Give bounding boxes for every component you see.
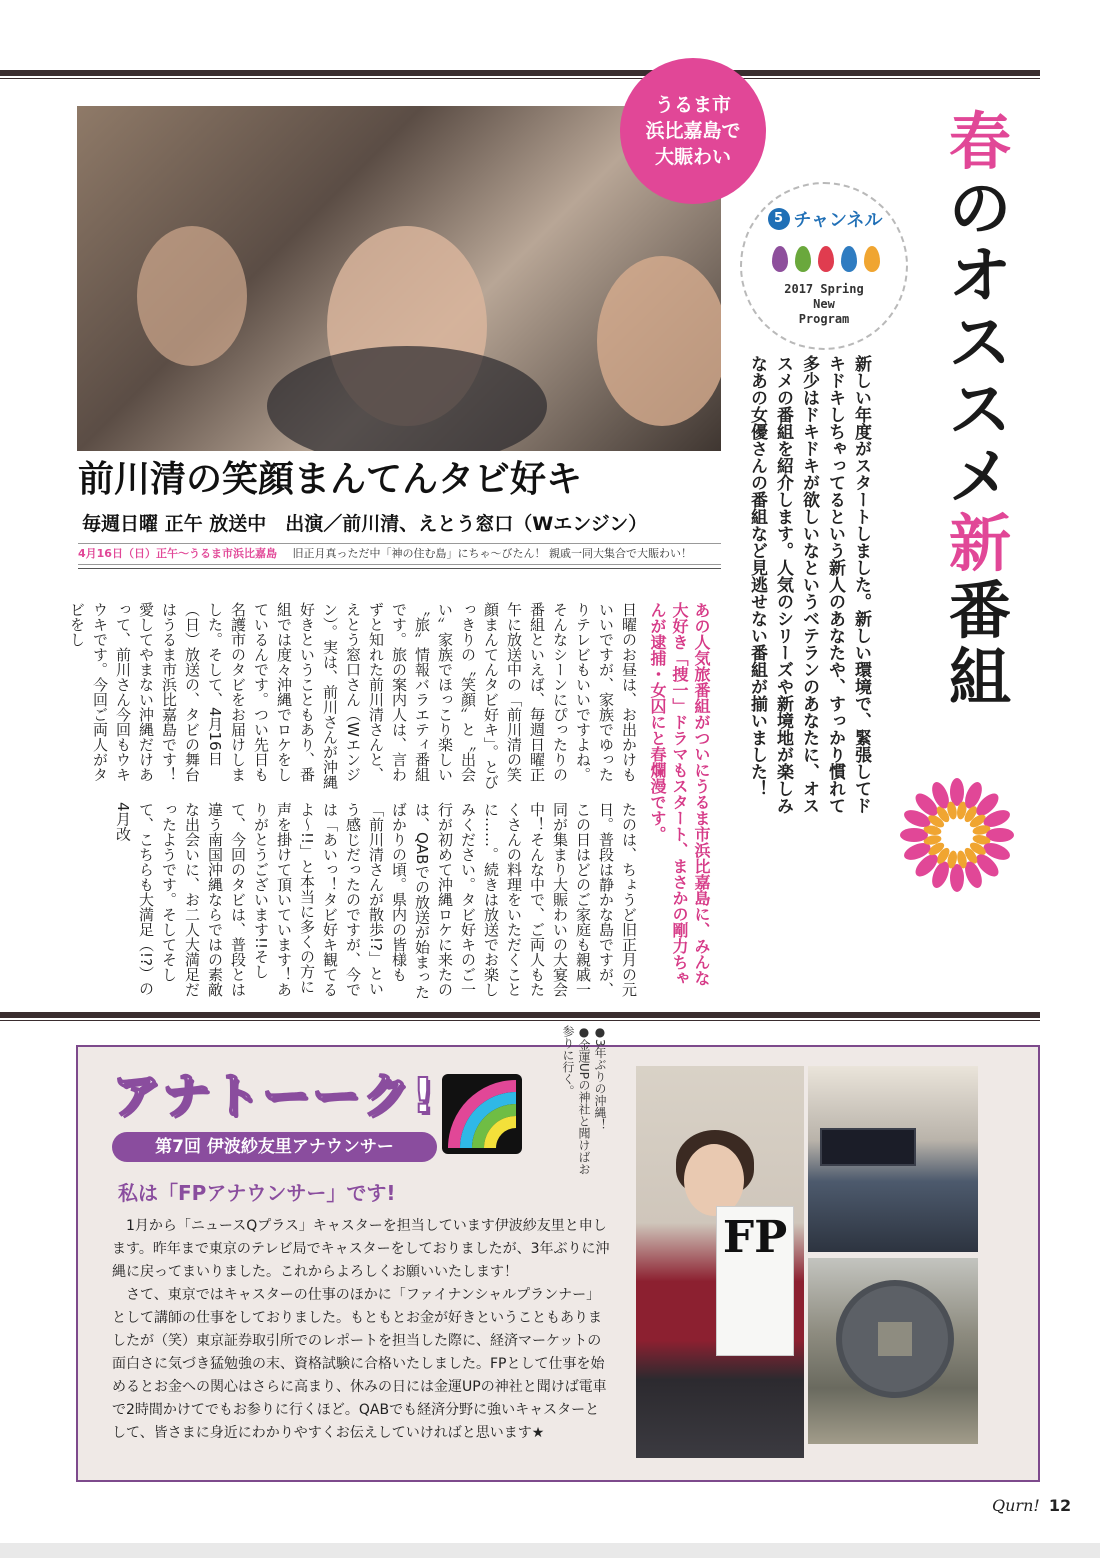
caption-line-2: ●金運UPの神社と聞けばお参りに行く。 [561,1025,591,1176]
fp-card: FP [716,1206,794,1356]
flower-petal [950,778,964,806]
drop-icon [772,246,788,272]
drop-icon [795,246,811,272]
drop-icon [864,246,880,272]
coin-monument-photo [808,1258,978,1444]
top-rule [0,70,1040,76]
magazine-brand: Qurn! [992,1496,1040,1515]
program-line-3: Program [798,312,850,326]
photo-caption [560,1025,608,1185]
show-title: 前川清の笑顔まんてんタビ好キ [78,459,583,500]
badge-line-3: 大賑わい [654,146,731,168]
title-char: メ [948,440,1011,513]
title-char: オ [948,239,1011,312]
channel-logo-mark: 5 [768,208,790,230]
announcer-photo [636,1066,804,1458]
intro-text: 新しい年度がスタートしました。新しい環境で、緊張してドキドキしちゃってるという新人のあなたや、すっかり慣れて多少はドキドキが欲しいなというベテランのあなたに、オススメの番組を紹介します。人気のシリーズや新境地が楽しみなあの女優さんの番組など見逃せない番組が揃いました！ [747,355,871,814]
program-line-2: New [813,297,835,311]
channel-logo-text: チャンネル [793,210,883,231]
title-char: の [948,172,1011,245]
channel-badge [740,182,908,350]
broadcast-date: 4月16日（日）正午～うるま市浜比嘉島 [78,547,277,560]
channel-drops [772,246,880,276]
channel-logo [760,206,890,232]
stock-exchange-photo [808,1066,978,1252]
flower-petal [986,828,1014,842]
program-label [742,282,906,327]
location-badge [620,58,766,204]
flower-icon [900,778,1014,892]
article-column-1: 日曜のお昼は、お出かけもいいですが、家族でゆったりテレビもいいですよね。そんなシーンにぴったりの番組といえば、毎週日曜正午に放送中の「前川清の笑顔まんてんタビ好キ」。とびっきりの〝笑顔〟と〝出会い〟家族でほっこり楽しい〝旅〟情報バラエティ番組です。旅の案内人は、言わずと知れた前川清さんと、えとう窓口さん（Wエンジン）。実は、前川さんが沖縄好きということもあり、番組では度々沖縄でロケをしているんです。つい先日も名護市のタビをお届けしました。そして、4月16日（日）放送の、タビの舞台はうるま市浜比嘉島です！愛してやまない沖縄だけあって、前川さん今回もウキウキです。今回ご両人がタビをし [68,602,638,790]
page-footer [992,1496,1071,1516]
section-rule [0,1012,1040,1018]
ana-talk-body [112,1215,612,1445]
rainbow-icon [442,1074,522,1154]
drop-icon [818,246,834,272]
badge-line-2: 浜比嘉島で [645,120,741,142]
title-char: 組 [948,641,1011,714]
title-char: 新 [948,507,1011,580]
broadcast-date-bar [78,543,721,565]
page-number: 12 [1048,1496,1072,1515]
badge-line-1: うるま市 [654,94,731,116]
title-char: ス [948,306,1011,379]
flower-petal [950,864,964,892]
article-column-2: たのは、ちょうど旧正月の元日。普段は静かな島ですが、この日はどのご家庭も親戚一同が集まり大賑わいの大宴会中！そんな中で、ご両人もたくさんの料理をいただくことに……。続きは放送でお楽しみください。タビ好キのご一行が初めて沖縄ロケに来たのは、QABでの放送が始まったばかりの頃。県内の皆様も「前川清さんが散歩!?」という感じだったのですが、今では「あいっ！タビ好キ観てるよ～!!」と本当に多くの方に声を掛けて頂いています！ありがとうございます!!そして、今回のタビは、普段とは違う南国沖縄ならではの素敵な出会いに、お二人大満足だったようです。そしてそして、こちらも大満足（!?）の4月改 [114,802,638,1000]
caption-line-1: ●3年ぶりの沖縄！ [593,1025,607,1131]
bottom-band [0,1543,1100,1558]
program-line-1: 2017 Spring [784,282,864,296]
drop-icon [841,246,857,272]
page-title [942,105,1018,714]
ana-talk-title: アナトーーク! [112,1068,436,1124]
ana-talk-headline: 私は「FPアナウンサー」です! [118,1181,396,1205]
title-char: 番 [948,574,1011,647]
lead-text: あの人気旅番組がついにうるま市浜比嘉島に、みんな大好き「捜一」ドラマもスタート、まさかの剛力ちゃんが逮捕・女囚にと春爛漫です。 [648,602,711,986]
column-rule [78,568,721,569]
title-char: 春 [948,105,1011,178]
ana-paragraph-1: 1月から「ニュースQプラス」キャスターを担当しています伊波紗友里と申します。昨年まで東京のテレビ局でキャスターをしておりましたが、3年ぶりに沖縄に戻ってまいりました。これからよろしくお願いいたします！ [112,1218,610,1280]
flower-petal [900,828,928,842]
broadcast-desc: 旧正月真っただ中「神の住む島」にちゃ～びたん！ 親戚一同大集合で大賑わい！ [292,547,692,560]
title-char: ス [948,373,1011,446]
ana-paragraph-2: さて、東京ではキャスターの仕事のほかに「ファイナンシャルプランナー」として講師の仕事をしておりました。もともとお金が好きということもありましたが（笑）東京証券取引所でのレポートを担当した際に、経済マーケットの面白さに気づき猛勉強の末、資格試験に合格いたしました。FPとして仕事を始めるとお金への関心はさらに高まり、休みの日には金運UPの神社と聞けば電車で2時間かけてでもお参りに行くほど。QABでも経済分野に強いキャスターとして、皆さまに身近にわかりやすくお伝えしていければと思います★ [112,1287,607,1441]
show-subtitle: 毎週日曜 正午 放送中 出演／前川清、えとう窓口（Wエンジン） [82,513,648,535]
ana-talk-subtitle: 第7回 伊波紗友里アナウンサー [112,1132,437,1162]
